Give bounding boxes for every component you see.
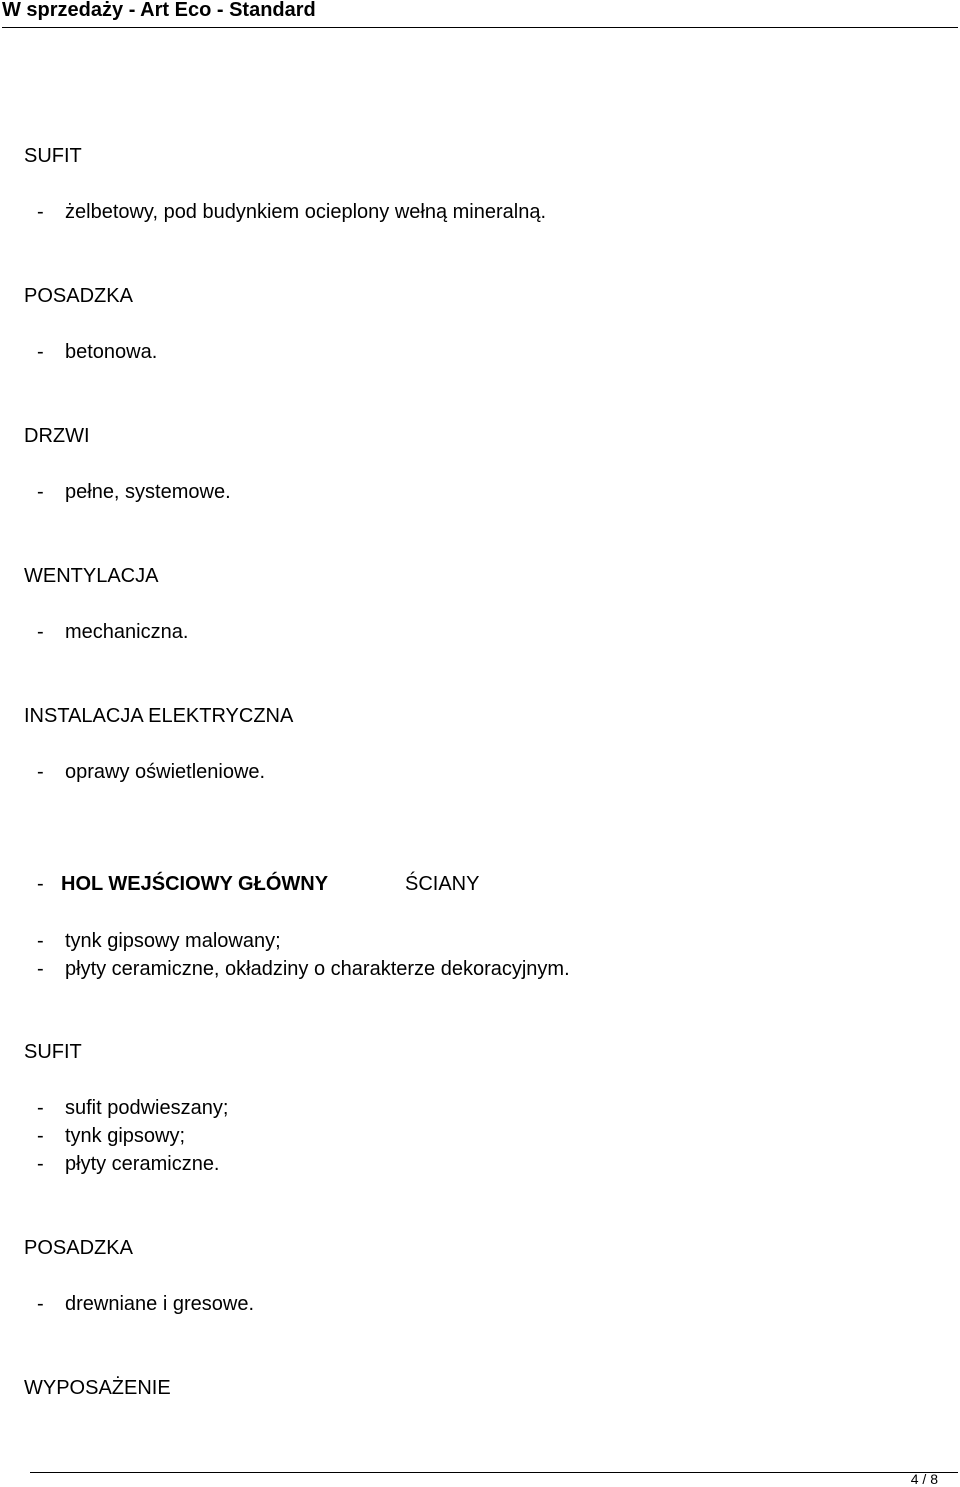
page-number: 4 / 8 xyxy=(910,1471,938,1487)
list-item: tynk gipsowy; xyxy=(65,1125,186,1147)
section-heading-sufit: SUFIT xyxy=(24,1041,82,1063)
list-dash: - xyxy=(37,958,44,980)
list-dash: - xyxy=(37,1097,44,1119)
list-item: płyty ceramiczne. xyxy=(65,1153,220,1175)
list-item: sufit podwieszany; xyxy=(65,1097,229,1119)
section-heading-sufit: SUFIT xyxy=(24,145,82,167)
list-dash: - xyxy=(37,341,44,363)
section-heading-wentylacja: WENTYLACJA xyxy=(24,565,159,587)
list-dash: - xyxy=(37,1293,44,1315)
list-dash: - xyxy=(37,1153,44,1175)
section-heading-drzwi: DRZWI xyxy=(24,425,90,447)
section-heading-posadzka: POSADZKA xyxy=(24,285,133,307)
list-dash: - xyxy=(37,930,44,952)
section-dash: - xyxy=(37,873,44,895)
header-divider xyxy=(2,27,958,28)
list-dash: - xyxy=(37,481,44,503)
section-heading-sciany: ŚCIANY xyxy=(405,873,480,895)
document-title: W sprzedaży - Art Eco - Standard xyxy=(2,0,316,21)
list-item: drewniane i gresowe. xyxy=(65,1293,254,1315)
list-item: pełne, systemowe. xyxy=(65,481,231,503)
section-heading-instalacja: INSTALACJA ELEKTRYCZNA xyxy=(24,705,294,727)
list-dash: - xyxy=(37,201,44,223)
section-heading-wyposazenie: WYPOSAŻENIE xyxy=(24,1377,171,1399)
list-item: betonowa. xyxy=(65,341,158,363)
list-dash: - xyxy=(37,761,44,783)
list-item: mechaniczna. xyxy=(65,621,189,643)
footer-divider xyxy=(30,1472,958,1473)
list-item: żelbetowy, pod budynkiem ocieplony wełną mineralną. xyxy=(65,201,547,223)
list-item: oprawy oświetleniowe. xyxy=(65,761,266,783)
section-heading-posadzka: POSADZKA xyxy=(24,1237,133,1259)
room-title-hol: HOL WEJŚCIOWY GŁÓWNY xyxy=(61,873,329,895)
list-item: płyty ceramiczne, okładziny o charakterze dekoracyjnym. xyxy=(65,958,570,980)
list-item: tynk gipsowy malowany; xyxy=(65,930,281,952)
list-dash: - xyxy=(37,621,44,643)
list-dash: - xyxy=(37,1125,44,1147)
